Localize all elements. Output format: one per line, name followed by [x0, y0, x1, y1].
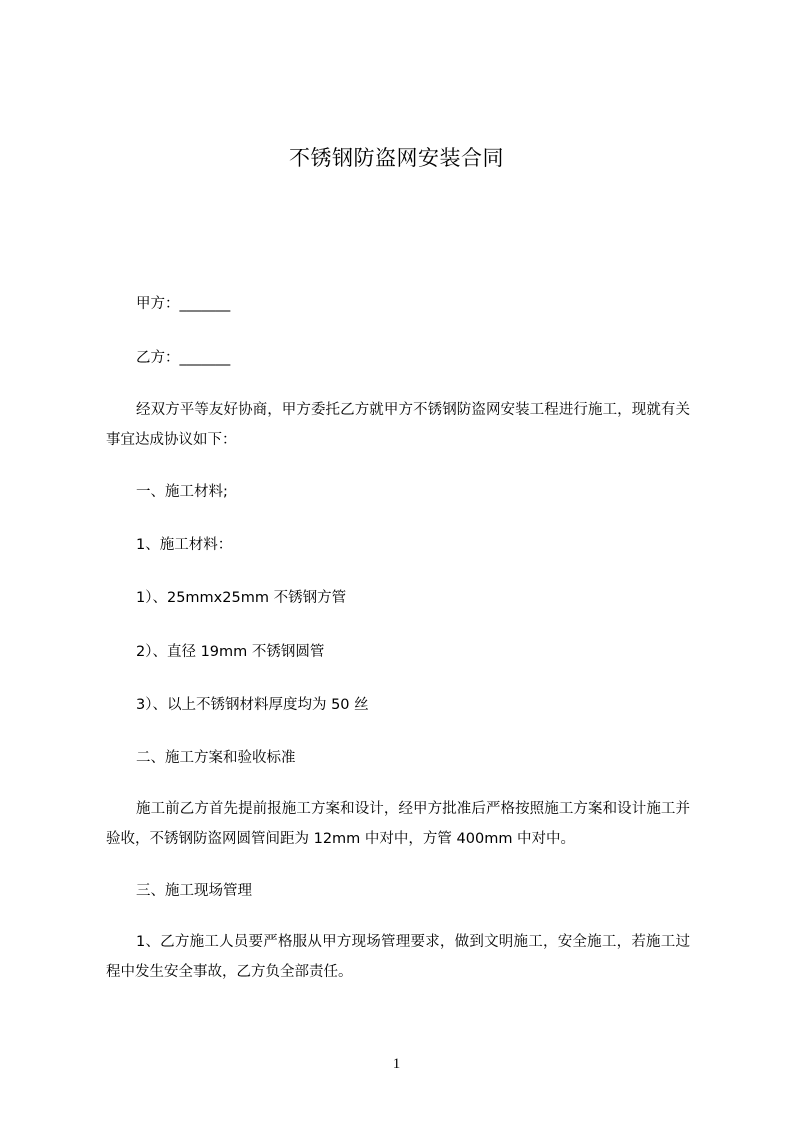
intro-paragraph: 经双方平等友好协商，甲方委托乙方就甲方不锈钢防盗网安装工程进行施工，现就有关事宜达成协议如下：	[106, 402, 690, 448]
material-item: 3）、以上不锈钢材料厚度均为 50 丝	[136, 697, 369, 713]
document-title: 不锈钢防盗网安装合同	[289, 146, 504, 170]
section-1-heading: 一、施工材料;	[136, 484, 228, 500]
material-item: 2）、直径 19mm 不锈钢圆管	[136, 644, 325, 660]
section-2-paragraph: 施工前乙方首先提前报施工方案和设计，经甲方批准后严格按照施工方案和设计施工并验收，不锈钢防盗网圆管间距为 12mm 中对中，方管 400mm 中对中。	[106, 801, 690, 847]
section-3-paragraph: 1、乙方施工人员要严格服从甲方现场管理要求，做到文明施工，安全施工，若施工过程中发生安全事故，乙方负全部责任。	[106, 934, 690, 980]
section-2-heading: 二、施工方案和验收标准	[136, 750, 296, 766]
party-a-line: 甲方：_______	[136, 296, 231, 312]
material-item: 1）、25mmx25mm 不锈钢方管	[136, 590, 347, 606]
page-number: 1	[392, 1056, 401, 1072]
party-b-line: 乙方：_______	[136, 350, 231, 366]
section-3-heading: 三、施工现场管理	[136, 883, 252, 899]
section-1-subheading: 1、施工材料：	[136, 537, 233, 553]
